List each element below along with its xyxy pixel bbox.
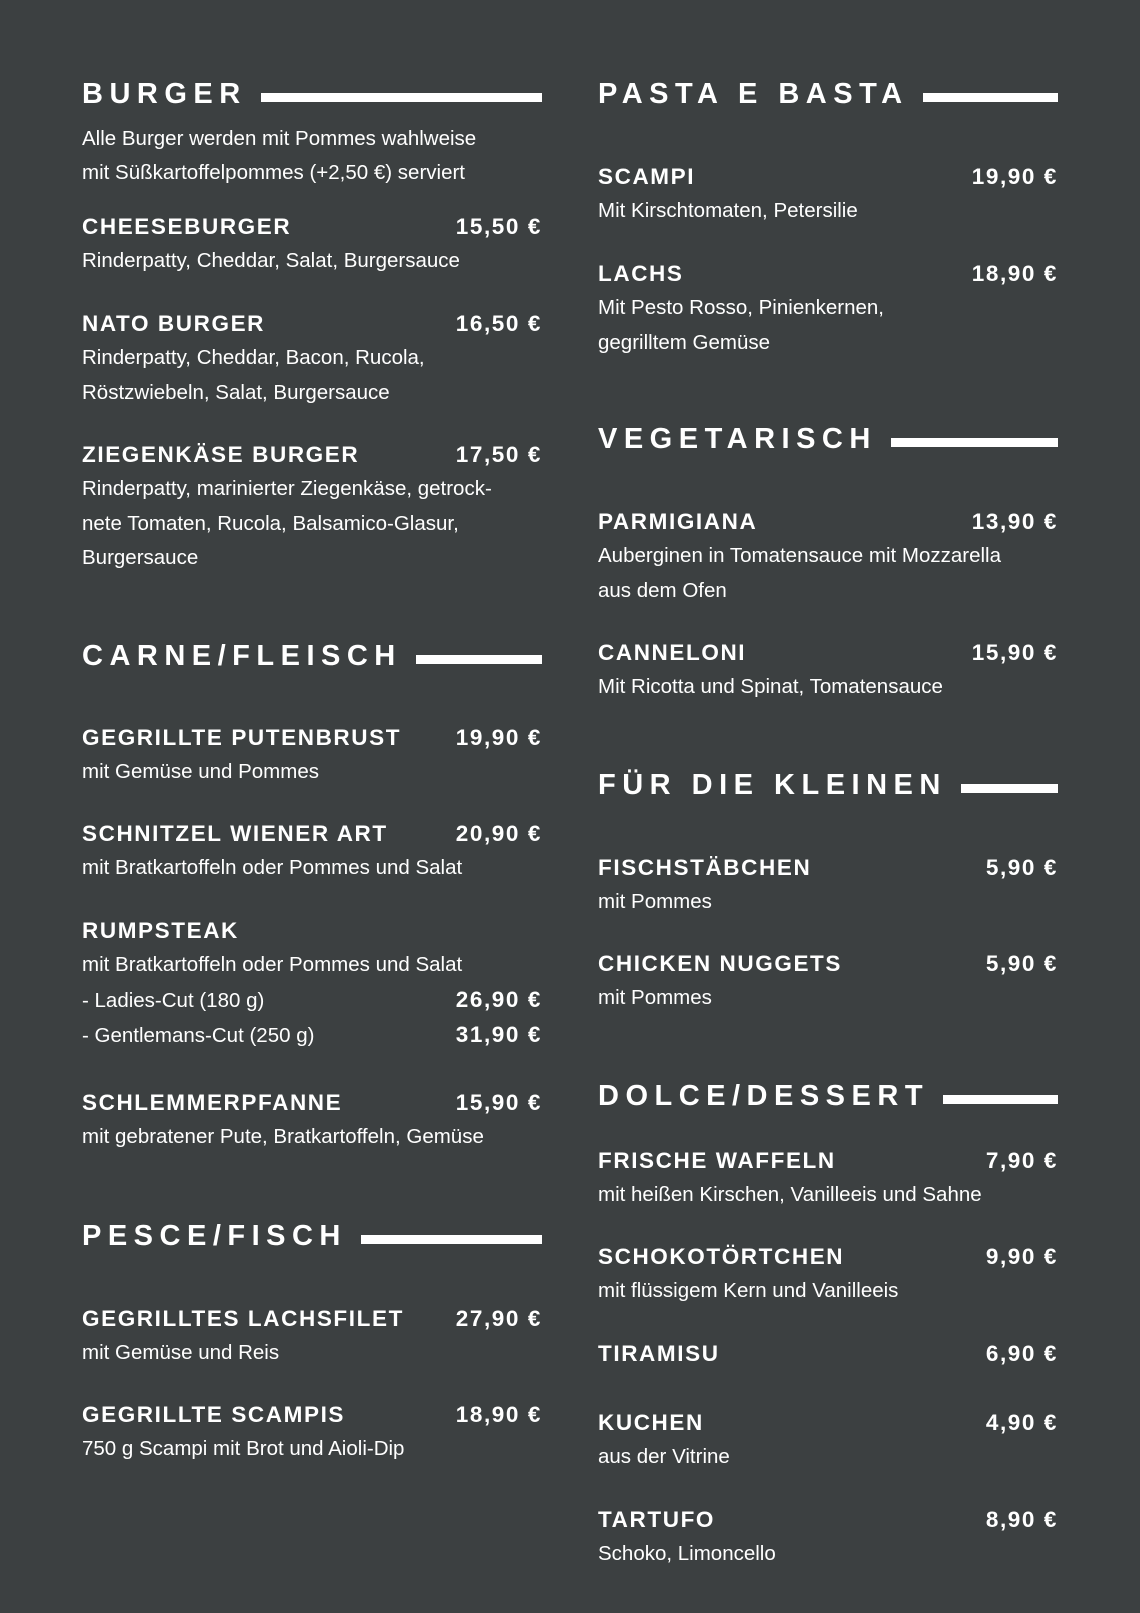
- item-price: 20,90 €: [455, 821, 542, 846]
- item-name: SCHLEMMERPFANNE: [82, 1090, 343, 1115]
- item-price: 9,90 €: [985, 1244, 1058, 1269]
- subtitle-line: mit Süßkartoffelpommes (+2,50 €) serviert: [82, 161, 465, 184]
- item-price: 15,50 €: [455, 214, 542, 239]
- item-name: NATO BURGER: [82, 311, 266, 336]
- item-description: Burgersauce: [82, 546, 199, 569]
- item-description: mit Bratkartoffeln oder Pommes und Salat: [82, 856, 463, 879]
- item-description: mit Bratkartoffeln oder Pommes und Salat: [82, 953, 463, 976]
- menu-item: [598, 160, 1058, 229]
- item-description: Röstzwiebeln, Salat, Burgersauce: [82, 380, 390, 404]
- item-name: RUMPSTEAK: [82, 918, 239, 943]
- item-description: gegrilltem Gemüse: [598, 330, 771, 354]
- variant-price: 26,90 €: [455, 986, 542, 1012]
- item-price: 15,90 €: [971, 640, 1058, 665]
- variant-price: 31,90 €: [455, 1022, 542, 1047]
- variant-label: - Ladies-Cut (180 g): [82, 988, 265, 1012]
- item-description: mit heißen Kirschen, Vanilleeis und Sahne: [598, 1183, 982, 1206]
- item-description: Rinderpatty, Cheddar, Bacon, Rucola,: [82, 346, 425, 369]
- item-name: CHICKEN NUGGETS: [598, 951, 843, 976]
- item-name: KUCHEN: [598, 1410, 704, 1435]
- item-description: nete Tomaten, Rucola, Balsamico-Glasur,: [82, 511, 459, 535]
- section-heading: [598, 765, 1058, 805]
- item-price: 5,90 €: [985, 951, 1058, 976]
- item-name: GEGRILLTES LACHSFILET: [82, 1306, 404, 1331]
- item-description: aus der Vitrine: [598, 1445, 730, 1468]
- subtitle-line: Alle Burger werden mit Pommes wahlweise: [82, 127, 477, 150]
- item-description: aus dem Ofen: [598, 578, 727, 602]
- variant-label: - Gentlemans-Cut (250 g): [82, 1024, 315, 1047]
- item-price: 6,90 €: [985, 1341, 1058, 1366]
- item-description: 750 g Scampi mit Brot und Aioli-Dip: [82, 1437, 405, 1460]
- item-name: GEGRILLTE SCAMPIS: [82, 1402, 346, 1427]
- section-heading: [82, 1216, 542, 1256]
- item-description: mit Gemüse und Reis: [82, 1341, 280, 1364]
- section-heading: [598, 74, 1058, 114]
- item-price: 13,90 €: [971, 509, 1058, 534]
- item-name: TARTUFO: [598, 1507, 716, 1532]
- item-price: 18,90 €: [455, 1402, 542, 1427]
- section-kleinen: [598, 765, 1058, 805]
- heading-rule: [416, 655, 542, 664]
- menu-item: [82, 914, 542, 1054]
- menu-item: [598, 1144, 1058, 1213]
- item-price: 16,50 €: [455, 311, 542, 336]
- item-description: mit Gemüse und Pommes: [82, 760, 319, 783]
- section-pasta: [598, 74, 1058, 114]
- item-description: mit Pommes: [598, 986, 712, 1009]
- section-burger: [82, 74, 542, 190]
- menu-item: [598, 1240, 1058, 1309]
- item-description: Mit Kirschtomaten, Petersilie: [598, 199, 858, 222]
- item-variant: [82, 983, 542, 1019]
- menu-item: [598, 505, 1058, 608]
- menu-item: [598, 1406, 1058, 1475]
- item-description: Mit Ricotta und Spinat, Tomatensauce: [598, 675, 943, 698]
- item-description: Schoko, Limoncello: [598, 1542, 776, 1565]
- item-name: CHEESEBURGER: [82, 214, 292, 239]
- section-title: BURGER: [82, 77, 247, 110]
- heading-rule: [923, 93, 1058, 102]
- item-description: mit flüssigem Kern und Vanilleeis: [598, 1279, 899, 1302]
- item-price: 8,90 €: [985, 1507, 1058, 1532]
- section-dolce: [598, 1076, 1058, 1116]
- section-subtitle: [82, 122, 542, 190]
- item-price: 7,90 €: [985, 1148, 1058, 1173]
- item-name: FISCHSTÄBCHEN: [598, 855, 812, 880]
- item-name: PARMIGIANA: [598, 509, 758, 534]
- menu-item: [82, 307, 542, 410]
- item-name: FRISCHE WAFFELN: [598, 1148, 836, 1173]
- item-price: 5,90 €: [985, 855, 1058, 880]
- item-variant: [82, 1018, 542, 1054]
- item-name: ZIEGENKÄSE BURGER: [82, 442, 360, 467]
- menu-item: [82, 438, 542, 576]
- heading-rule: [961, 784, 1058, 793]
- section-carne: [82, 636, 542, 676]
- item-name: LACHS: [598, 261, 684, 286]
- section-heading: [598, 1076, 1058, 1116]
- menu-item: [598, 1503, 1058, 1572]
- menu-item: [82, 1302, 542, 1371]
- heading-rule: [943, 1095, 1058, 1104]
- menu-item: [598, 851, 1058, 920]
- item-name: GEGRILLTE PUTENBRUST: [82, 725, 402, 750]
- section-heading: [82, 74, 542, 114]
- section-heading: [82, 636, 542, 676]
- section-title: CARNE/FLEISCH: [82, 639, 402, 672]
- menu-item: [82, 210, 542, 279]
- heading-rule: [261, 93, 542, 102]
- item-description: Rinderpatty, Cheddar, Salat, Burgersauce: [82, 249, 460, 272]
- section-heading: [598, 419, 1058, 459]
- item-price: 4,90 €: [985, 1410, 1058, 1435]
- item-price: 17,50 €: [455, 442, 542, 467]
- menu-item: [82, 1086, 542, 1155]
- item-description: Rinderpatty, marinierter Ziegenkäse, getrock-: [82, 477, 492, 500]
- menu-item: [598, 636, 1058, 705]
- item-name: TIRAMISU: [598, 1341, 720, 1366]
- menu-item: [598, 257, 1058, 360]
- item-price: 27,90 €: [455, 1306, 542, 1331]
- item-description: mit Pommes: [598, 890, 712, 913]
- section-title: FÜR DIE KLEINEN: [598, 768, 947, 801]
- section-title: PESCE/FISCH: [82, 1219, 347, 1252]
- item-price: 19,90 €: [455, 725, 542, 750]
- heading-rule: [891, 438, 1058, 447]
- item-name: CANNELONI: [598, 640, 747, 665]
- section-pesce: [82, 1216, 542, 1256]
- item-description: Mit Pesto Rosso, Pinienkernen,: [598, 296, 884, 319]
- section-title: PASTA E BASTA: [598, 77, 909, 110]
- item-price: 19,90 €: [971, 164, 1058, 189]
- item-name: SCHOKOTÖRTCHEN: [598, 1244, 845, 1269]
- menu-item: [82, 817, 542, 886]
- item-price: 15,90 €: [455, 1090, 542, 1115]
- heading-rule: [361, 1235, 542, 1244]
- item-name: SCAMPI: [598, 164, 696, 189]
- item-price: 18,90 €: [971, 261, 1058, 286]
- menu-item: [598, 1337, 1058, 1371]
- menu-item: [598, 947, 1058, 1016]
- section-vegetarisch: [598, 419, 1058, 459]
- menu-item: [82, 721, 542, 790]
- section-title: DOLCE/DESSERT: [598, 1079, 930, 1112]
- menu-item: [82, 1398, 542, 1467]
- section-title: VEGETARISCH: [598, 422, 877, 455]
- item-name: SCHNITZEL WIENER ART: [82, 821, 388, 846]
- item-description: Auberginen in Tomatensauce mit Mozzarella: [598, 544, 1002, 567]
- item-description: mit gebratener Pute, Bratkartoffeln, Gemüse: [82, 1125, 484, 1148]
